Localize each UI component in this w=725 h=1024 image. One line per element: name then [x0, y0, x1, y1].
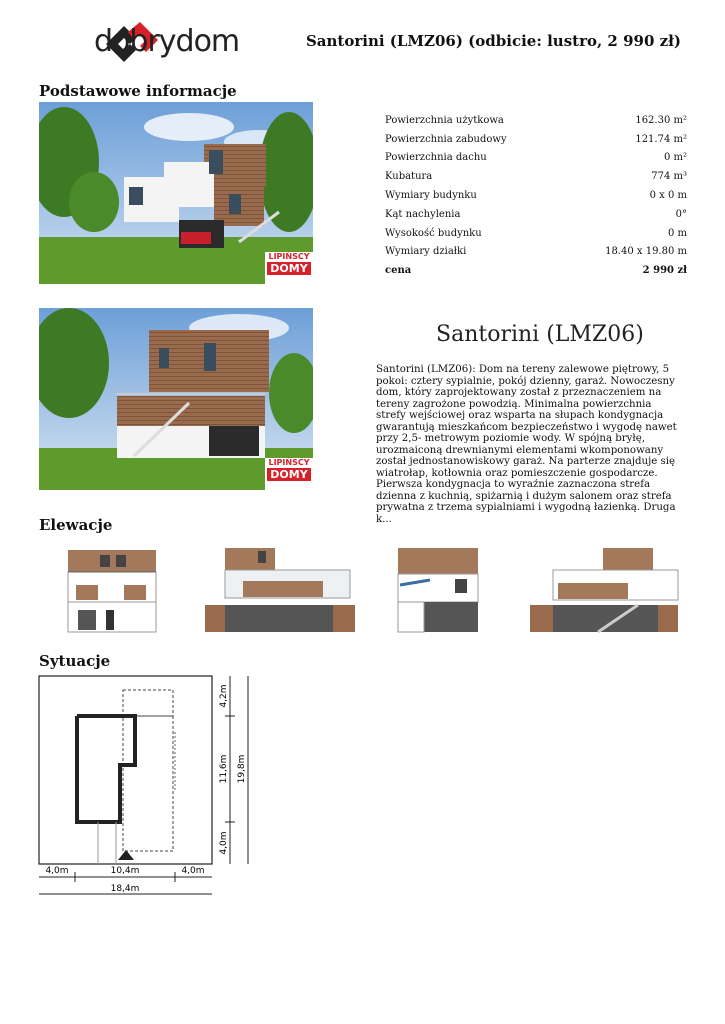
house-render-front	[39, 102, 313, 284]
description-title: Santorini (LMZ06)	[436, 322, 644, 347]
elevation-back	[390, 545, 484, 635]
info-label: Wymiary budynku	[385, 190, 477, 202]
section-elevations: Elewacje	[39, 516, 113, 534]
table-row	[385, 205, 687, 224]
section-site: Sytuacje	[39, 652, 111, 670]
info-label: Powierzchnia dachu	[385, 152, 487, 164]
table-row-price	[385, 261, 687, 280]
elevation-left	[203, 545, 358, 635]
info-value: 0 m²	[663, 152, 687, 164]
info-value: 18.40 x 19.80 m	[605, 246, 687, 258]
dim-middle: 10,4m	[110, 866, 140, 876]
info-label: Wysokość budynku	[385, 227, 482, 239]
dim-total-width: 18,4m	[110, 884, 140, 894]
table-row	[385, 149, 687, 168]
page-title: Santorini (LMZ06) (odbicie: lustro, 2 990 zł)	[305, 32, 681, 50]
table-row	[385, 111, 687, 130]
price-label: cena	[385, 265, 412, 277]
table-row	[385, 167, 687, 186]
table-row	[385, 130, 687, 149]
table-row	[385, 243, 687, 262]
dim-center: 11,6m	[219, 754, 229, 784]
info-label: Powierzchnia użytkowa	[385, 114, 504, 126]
info-value: 0°	[675, 208, 687, 220]
logo-wordmark: dobrydom	[94, 24, 240, 59]
table-row	[385, 224, 687, 243]
house-render-back	[39, 308, 313, 490]
info-value: 162.30 m²	[635, 114, 687, 126]
lipinscy-badge: LIPIŃSCY DOMY	[265, 458, 313, 490]
elevation-front	[66, 545, 160, 635]
dim-total-depth: 19,8m	[237, 754, 247, 784]
dim-right: 4,0m	[181, 866, 205, 876]
table-row	[385, 186, 687, 205]
info-label: Wymiary działki	[385, 246, 467, 258]
info-label: Kąt nachylenia	[385, 208, 461, 220]
info-value: 774 m³	[651, 171, 687, 183]
info-label: Kubatura	[385, 171, 433, 183]
info-label: Powierzchnia zabudowy	[385, 133, 507, 145]
description-text: Santorini (LMZ06): Dom na tereny zalewowe piętrowy, 5 pokoi: cztery sypialnie, pokój dzienny, garaż. Nowoczesny dom, który zaprojektowany został z przeznaczeniem na tereny zagrożone powodzią. Minimalna powierzchnia strefy wejściowej oraz wsparta na słupach kondygnacja gwarantują mieszkańcom bezpieczeństwo i wygodę nawet przy 2,5- metrowym poziomie wody. W spójną bryłę, urozmaiconą drewnianymi elementami wkomponowany został jednostanowiskowy garaż. Na parterze znajduje się wiatrołap, kotłownia oraz pomieszczenie gospodarcze. Pierwsza kondygnacja to wyraźnie zaznaczona strefa dzienna z kuchnią, spiżarnią i dużym salonem oraz strefa prywatna z trzema sypialniami i wygodną łazienką. Druga k...	[376, 364, 677, 525]
dim-bottom: 4,0m	[219, 831, 229, 855]
dim-top: 4,2m	[219, 684, 229, 708]
section-basic-info: Podstawowe informacje	[39, 82, 237, 100]
info-value: 121.74 m²	[635, 133, 687, 145]
lipinscy-badge: LIPIŃSCY DOMY	[265, 252, 313, 284]
info-value: 0 m	[667, 227, 687, 239]
info-table	[385, 111, 687, 280]
info-value: 0 x 0 m	[649, 190, 687, 202]
price-value: 2 990 zł	[642, 265, 687, 277]
dim-left: 4,0m	[45, 866, 69, 876]
elevation-right	[528, 545, 680, 635]
site-plan	[30, 672, 255, 907]
